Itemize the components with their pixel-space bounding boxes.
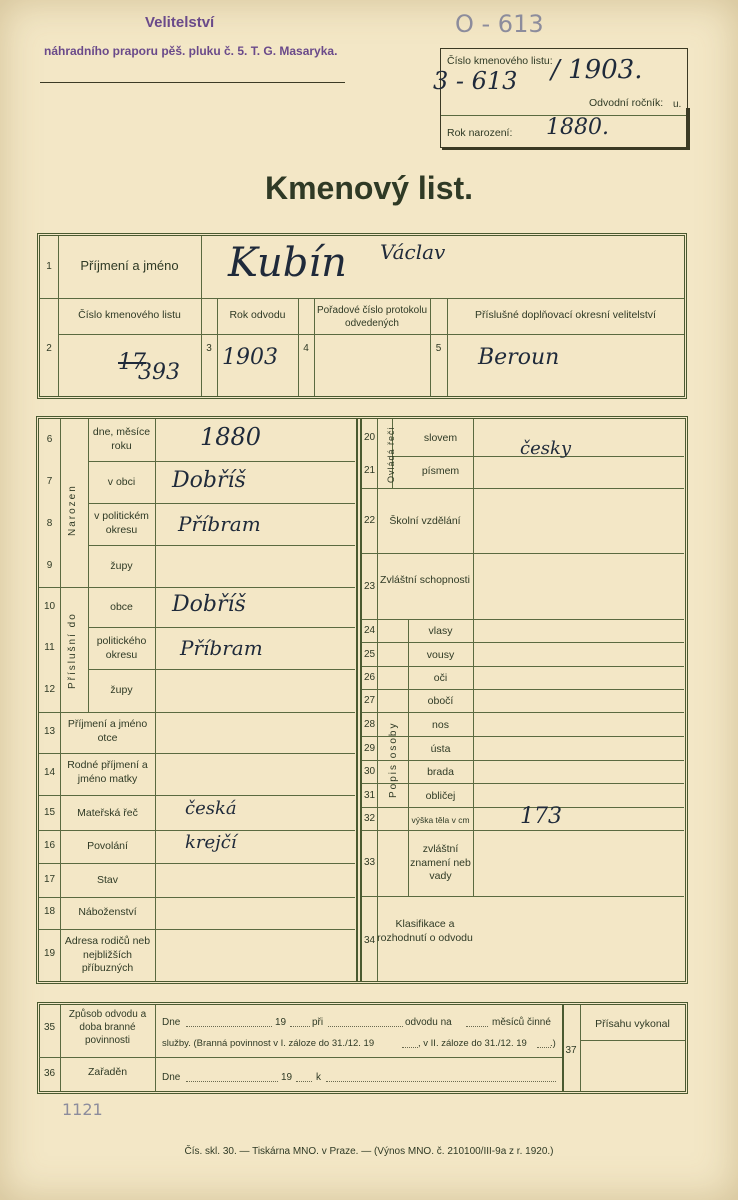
row-number: 7 (46, 476, 53, 487)
row-label: obce (110, 601, 133, 613)
row-label: župy (110, 560, 133, 572)
assigned-year-prefix: 19 (281, 1072, 293, 1083)
draft-close-text: .) (550, 1038, 556, 1049)
row-number: 22 (363, 515, 376, 526)
record-number-label: Číslo kmenového listu: (447, 55, 553, 67)
row-number: 17 (43, 874, 56, 885)
row-number: 34 (363, 935, 376, 946)
group-label-belongs: Příslušní do (67, 612, 78, 690)
row-number-1: 1 (46, 261, 52, 272)
row-label: Mateřská řeč (77, 807, 138, 819)
oath-label: Přísahu vykonal (595, 1018, 670, 1030)
draft-year-header: Rok odvodu (229, 309, 286, 321)
row-number: 23 (363, 581, 376, 592)
row-number: 25 (363, 649, 376, 660)
printer-imprint: Čís. skl. 30. — Tiskárna MNO. v Praze. — (Výnos MNO. č. 210100/III-9a z r. 1920.) (184, 1146, 554, 1157)
draft-months-label: měsíců činné (492, 1017, 551, 1028)
row-label: politického okresu (96, 635, 147, 661)
draft-reserve-text: , v II. záloze do 31./12. 19 (418, 1038, 527, 1049)
row-number: 29 (363, 743, 376, 754)
row-number: 9 (46, 560, 53, 571)
group-label-born: Narozen (67, 484, 78, 536)
row-number: 12 (43, 684, 56, 695)
row-label: slovem (423, 432, 458, 444)
draft-method-label: Způsob odvodu a doba branné povinnosti (68, 1009, 147, 1046)
draft-year-value: 1903 (222, 345, 278, 370)
row-label: brada (427, 766, 454, 778)
assigned-label: Zařaděn (87, 1066, 128, 1078)
row-number: 27 (363, 695, 376, 706)
row-value: česká (185, 798, 237, 819)
row-label: ústa (430, 743, 451, 755)
record-no-struck: 17 (118, 350, 146, 375)
row-number: 32 (363, 813, 376, 824)
row-number: 26 (363, 672, 376, 683)
row-value: česky (520, 438, 572, 459)
group-label-languages: Ovládá řeči (386, 426, 396, 484)
row-label: výška těla v cm (411, 815, 470, 825)
draft-date-prefix: Dne (162, 1017, 181, 1028)
record-year-value: / 1903. (551, 55, 643, 85)
row-number: 16 (43, 840, 56, 851)
pencil-reference: O - 613 (455, 10, 544, 38)
assigned-to-prefix: k (316, 1072, 321, 1083)
row-number-2: 2 (46, 343, 52, 354)
row-number: 10 (43, 601, 56, 612)
birth-year-label: Rok narození: (447, 127, 513, 139)
box-suffix: u. (673, 99, 682, 110)
row-number: 15 (43, 807, 56, 818)
row-number-35: 35 (43, 1022, 56, 1033)
row-label: Náboženství (78, 906, 137, 918)
row-value: Příbram (180, 636, 263, 660)
row-number: 21 (363, 465, 376, 476)
row-label: oči (433, 672, 448, 684)
assigned-date-prefix: Dne (162, 1072, 181, 1083)
row-label: Školní vzdělání (389, 515, 461, 527)
row-value: Dobříš (172, 468, 246, 493)
protocol-no-header: Pořadové číslo protokolu odvedených (316, 305, 428, 329)
row-label: zvláštní znamení neb vady (410, 843, 471, 883)
row-label: v obci (107, 476, 136, 488)
row-label: písmem (421, 465, 460, 477)
row-label: obočí (427, 695, 454, 707)
record-no-header: Číslo kmenového listu (78, 309, 181, 321)
row-number-5: 5 (435, 343, 442, 354)
row-label: Klasifikace a rozhodnutí o odvodu (377, 918, 473, 944)
record-number-box (433, 48, 688, 148)
row-label: Povolání (87, 840, 128, 852)
row-label: Stav (96, 874, 118, 886)
row-value: Příbram (178, 512, 261, 536)
row-label: nos (432, 719, 449, 731)
row-number: 11 (44, 642, 55, 653)
row-number: 18 (43, 906, 56, 917)
stamp-underline (40, 82, 345, 83)
row-number: 19 (43, 948, 56, 959)
row-label: Rodné příjmení a jméno matky (67, 759, 148, 785)
stamp-command-heading: Velitelství (145, 14, 215, 31)
row-value: Dobříš (172, 592, 246, 617)
draft-at-prefix: při (312, 1017, 324, 1028)
row-value: krejčí (185, 832, 237, 853)
row-number-36: 36 (43, 1068, 56, 1079)
row-number: 31 (363, 790, 376, 801)
row-number: 30 (363, 766, 376, 777)
row-label: vlasy (428, 625, 453, 637)
row-value: 1880 (200, 423, 262, 451)
pencil-number: 1121 (62, 1100, 103, 1119)
row-number: 20 (363, 432, 376, 443)
birth-year-value: 1880. (546, 115, 609, 140)
stamp-unit-name: náhradního praporu pěš. pluku č. 5. T. G. Masaryka. (44, 44, 338, 58)
row-number-37: 37 (565, 1045, 577, 1056)
row-label: vousy (426, 649, 455, 661)
group-label-description: Popis osoby (388, 721, 399, 799)
row-label: župy (110, 684, 133, 696)
row-number: 6 (46, 434, 53, 445)
row-number: 13 (43, 726, 56, 737)
row-number: 24 (363, 625, 376, 636)
height-value: 173 (520, 804, 562, 829)
row-number-3: 3 (206, 343, 212, 354)
district-command-value: Beroun (478, 345, 560, 370)
row-label: dne, měsíce roku (92, 426, 151, 452)
record-number-value: 3 - 613 (433, 67, 518, 95)
record-no-value: 393 (138, 360, 180, 385)
row-number: 33 (363, 857, 376, 868)
row-label: v politickém okresu (94, 510, 149, 536)
draft-service-text: služby. (Branná povinnost v I. záloze do 31./12. 19 (162, 1038, 375, 1049)
row-number: 14 (43, 767, 56, 778)
row-label: Zvláštní schopnosti (380, 574, 470, 586)
draft-year-prefix: 19 (275, 1017, 287, 1028)
name-label: Příjmení a jméno (80, 258, 179, 273)
draft-year-label: Odvodní ročník: (589, 97, 664, 109)
row-label: obličej (425, 790, 456, 802)
page-title: Kmenový list. (264, 170, 474, 206)
row-number: 28 (363, 719, 376, 730)
firstname-value: Václav (380, 240, 446, 264)
surname-value: Kubín (228, 240, 347, 286)
row-number: 8 (46, 518, 53, 529)
draft-for-label: odvodu na (405, 1017, 452, 1028)
row-number-4: 4 (303, 343, 309, 354)
row-label: Příjmení a jméno otce (67, 718, 148, 744)
district-command-header: Příslušné doplňovací okresní velitelství (475, 309, 656, 321)
row-label: Adresa rodičů neb nejbližších příbuzných (64, 935, 151, 975)
